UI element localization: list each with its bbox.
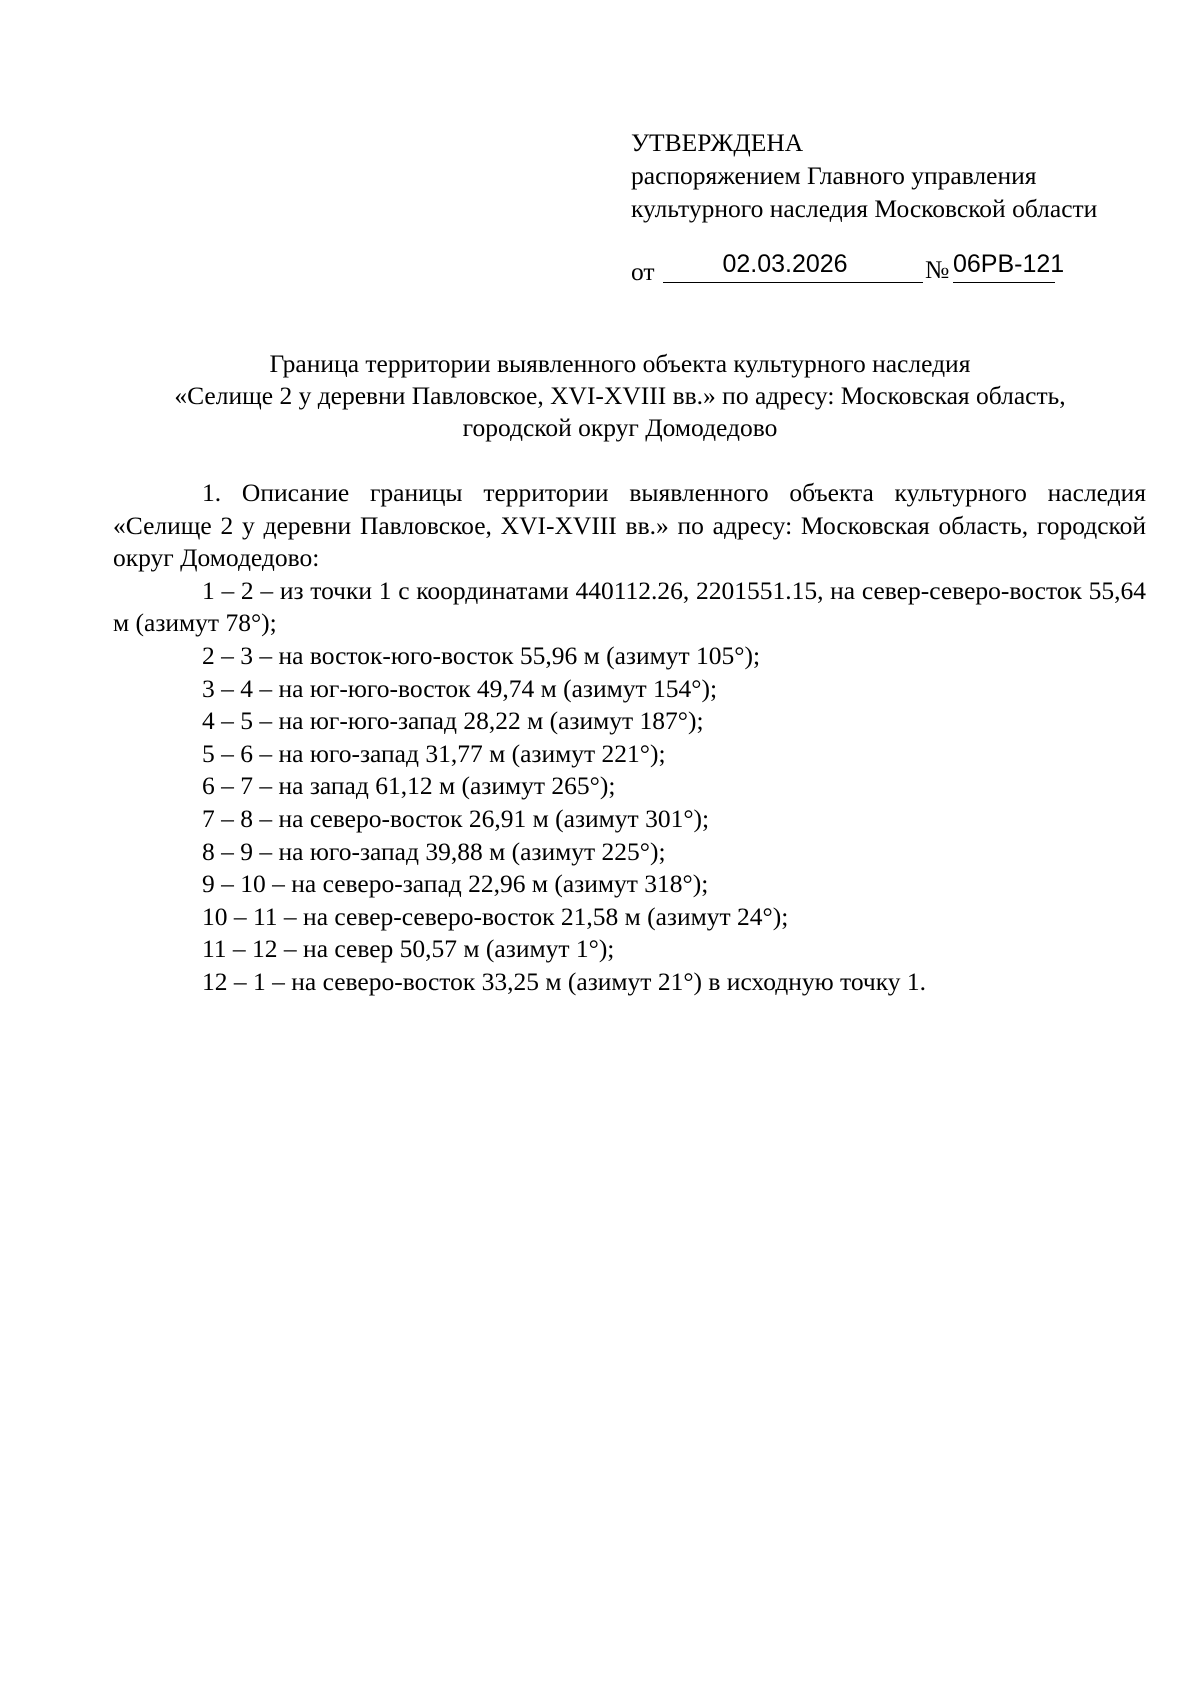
boundary-segment: 1 – 2 – из точки 1 с координатами 440112.26, 2201551.15, на север-северо-восток 55,64 м (азимут 78°); <box>113 575 1146 638</box>
boundary-segment: 8 – 9 – на юго-запад 39,88 м (азимут 225°); <box>202 836 666 866</box>
approval-stamp <box>631 126 1171 225</box>
boundary-description <box>113 477 1146 999</box>
approval-authority-line: распоряжением Главного управления <box>631 161 1037 190</box>
boundary-segment: 3 – 4 – на юг-юго-восток 49,74 м (азимут 154°); <box>202 673 718 703</box>
title-line: городской округ Домодедово <box>462 413 778 442</box>
title-line: Граница территории выявленного объекта культурного наследия <box>269 349 971 378</box>
section-intro: 1. Описание границы территории выявленного объекта культурного наследия «Селище 2 у деревни Павловское, XVI-XVIII вв.» по адресу: Московская область, городской округ Домодедово: <box>113 478 1146 573</box>
boundary-segment: 4 – 5 – на юг-юго-запад 28,22 м (азимут 187°); <box>202 706 704 736</box>
boundary-segment: 7 – 8 – на северо-восток 26,91 м (азимут 301°); <box>202 803 710 833</box>
order-date-field <box>663 250 923 283</box>
boundary-segment: 6 – 7 – на запад 61,12 м (азимут 265°); <box>202 771 616 801</box>
boundary-segment: 10 – 11 – на север-северо-восток 21,58 м (азимут 24°); <box>202 901 789 931</box>
approval-heading: УТВЕРЖДЕНА <box>631 128 804 157</box>
boundary-segment: 11 – 12 – на север 50,57 м (азимут 1°); <box>202 934 615 964</box>
title-line: «Селище 2 у деревни Павловское, XVI-XVIII вв.» по адресу: Московская область, <box>174 381 1066 410</box>
boundary-segment: 9 – 10 – на северо-запад 22,96 м (азимут 318°); <box>202 869 709 899</box>
document-title <box>100 348 1140 444</box>
boundary-segment: 12 – 1 – на северо-восток 33,25 м (азимут 21°) в исходную точку 1. <box>202 966 927 996</box>
boundary-segment: 2 – 3 – на восток-юго-восток 55,96 м (азимут 105°); <box>202 640 761 670</box>
order-number: 06РВ-121 <box>953 250 1055 283</box>
boundary-segment: 5 – 6 – на юго-запад 31,77 м (азимут 221°); <box>202 738 666 768</box>
date-prefix-label: от <box>631 257 655 286</box>
order-date-number <box>631 250 1171 290</box>
order-date: 02.03.2026 <box>722 250 848 278</box>
number-sign: № <box>925 255 950 284</box>
approval-authority-line: культурного наследия Московской области <box>631 194 1098 223</box>
